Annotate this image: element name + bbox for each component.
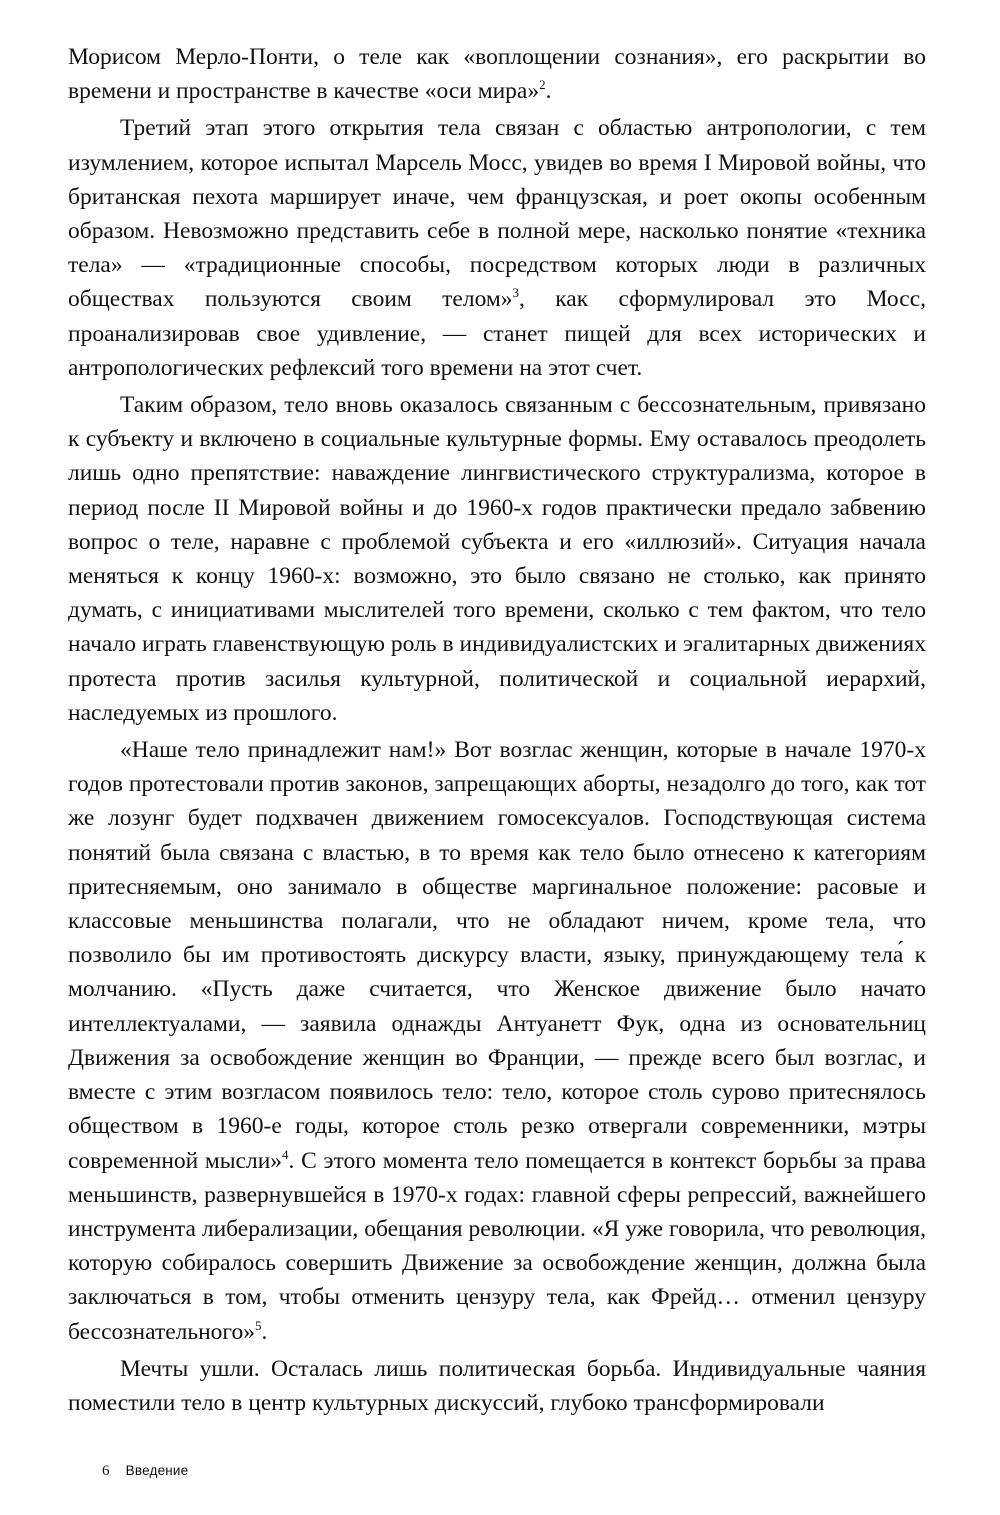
paragraph: Третий этап этого открытия тела связан с областью антропологии, с тем изумлением, которое испытал Марсель Мосс, увидев во время I Мировой войны, что британская пехота марширует иначе, чем французская, и роет окопы особенным образом. Невозможно представить себе в полной мере, насколько понятие «техника тела» — «традиционные способы, посредством которых люди в различных обществах пользуются своим телом»$^3$, как сформулировал это Мосс, проанализировав свое удивление, — станет пищей для всех исторических и антропологических рефлексий того времени на этот счет.	[68, 115, 926, 381]
paragraph: Таким образом, тело вновь оказалось связанным с бессознательным, привязано к субъекту и включено в социальные культурные формы. Ему оставалось преодолеть лишь одно препятствие: наваждение лингвистического структурализма, которое в период после II Мировой войны и до 1960-х годов практически предало забвению вопрос о теле, наравне с проблемой субъекта и его «иллюзий». Ситуация начала меняться к концу 1960-х: возможно, это было связано не столько, как принято думать, с инициативами мыслителей того времени, сколько с тем фактом, что тело начало играть главенствующую роль в индивидуалистских и эгалитарных движениях протеста против засилья культурной, политической и социальной иерархий, наследуемых из прошлого.	[68, 392, 926, 726]
footnote-ref: 3	[512, 285, 519, 301]
page-number: 6	[102, 1463, 110, 1479]
body-text	[68, 40, 926, 1420]
footnote-ref: 4	[282, 1146, 289, 1162]
footnote-ref: 2	[539, 77, 546, 93]
paragraph: «Наше тело принадлежит нам!» Вот возглас женщин, которые в начале 1970-х годов протестовали против законов, запрещающих аборты, незадолго до того, как тот же лозунг будет подхвачен движением гомосексуалов. Господствующая система понятий была связана с властью, в то время как тело было отнесено к категориям притесняемым, оно занимало в обществе маргинальное положение: расовые и классовые меньшинства полагали, что не обладают ничем, кроме тела, что позволило бы им противостоять дискурсу власти, языку, принуждающему тела́ к молчанию. «Пусть даже считается, что Женское движение было начато интеллектуалами, — заявила однажды Антуанетт Фук, одна из основательниц Движения за освобождение женщин во Франции, — прежде всего был возглас, и вместе с этим возгласом появилось тело: тело, которое столь сурово притеснялось обществом в 1960-е годы, которое столь резко отвергали современники, мэтры современной мысли»$^4$. С этого момента тело помещается в контекст борьбы за права меньшинств, развернувшейся в 1970-х годах: главной сферы репрессий, важнейшего инструмента либерализации, обещания революции. «Я уже говорила, что революция, которую собиралось совершить Движение за освобождение женщин, должна была заключаться в том, чтобы отменить цензуру тела, как Фрейд… отменил цензуру бессознательного»$^5$.	[68, 737, 926, 1345]
paragraph: Мечты ушли. Осталась лишь политическая борьба. Индивидуальные чаяния поместили тело в центр культурных дискуссий, глубоко трансформировали	[68, 1355, 926, 1416]
paragraph: Морисом Мерло-Понти, о теле как «воплощении сознания», его раскрытии во времени и пространстве в качестве «оси мира»$^2$.	[68, 44, 926, 105]
page-footer	[102, 1463, 188, 1480]
running-footer-title: Введение	[125, 1463, 189, 1478]
footnote-ref: 5	[254, 1317, 262, 1333]
